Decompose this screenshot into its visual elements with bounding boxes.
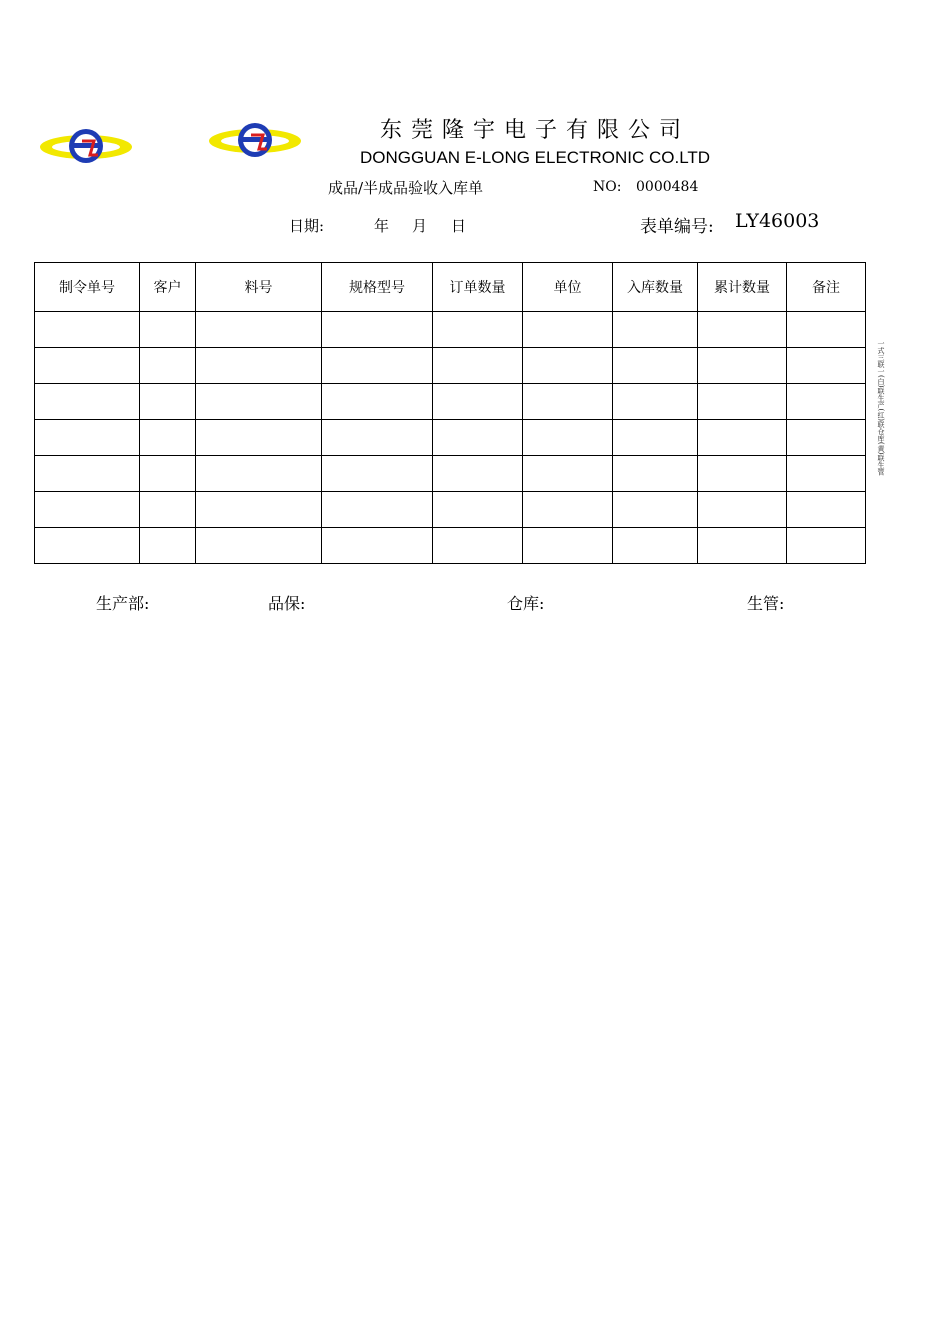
table-cell[interactable] [322, 492, 433, 528]
table-cell[interactable] [322, 312, 433, 348]
table-cell[interactable] [787, 528, 866, 564]
table-cell[interactable] [523, 312, 613, 348]
table-cell[interactable] [613, 312, 698, 348]
table-cell[interactable] [787, 420, 866, 456]
table-row [35, 456, 866, 492]
table-row [35, 528, 866, 564]
table-cell[interactable] [523, 348, 613, 384]
column-header: 客户 [140, 263, 196, 312]
table-cell[interactable] [523, 456, 613, 492]
table-cell[interactable] [322, 420, 433, 456]
form-number-label: 表单编号: [640, 217, 714, 237]
table-cell[interactable] [35, 456, 140, 492]
date-label: 日期: [289, 217, 325, 235]
table-cell[interactable] [140, 420, 196, 456]
table-cell[interactable] [322, 348, 433, 384]
date-day-field[interactable]: 日 [451, 217, 467, 235]
table-cell[interactable] [787, 384, 866, 420]
table-cell[interactable] [433, 420, 523, 456]
table-cell[interactable] [613, 528, 698, 564]
column-header: 累计数量 [698, 263, 787, 312]
table-cell[interactable] [698, 420, 787, 456]
table-cell[interactable] [787, 348, 866, 384]
company-logo-icon [38, 121, 134, 173]
table-cell[interactable] [140, 492, 196, 528]
table-cell[interactable] [196, 384, 322, 420]
table-cell[interactable] [433, 492, 523, 528]
table-row [35, 348, 866, 384]
table-cell[interactable] [322, 456, 433, 492]
table-row [35, 420, 866, 456]
column-header: 规格型号 [322, 263, 433, 312]
production-signature-label: 生产部: [96, 594, 150, 613]
table-cell[interactable] [140, 348, 196, 384]
company-logo-icon [207, 115, 303, 167]
table-cell[interactable] [196, 528, 322, 564]
table-cell[interactable] [196, 492, 322, 528]
table-cell[interactable] [698, 384, 787, 420]
table-cell[interactable] [433, 348, 523, 384]
table-cell[interactable] [140, 528, 196, 564]
table-cell[interactable] [698, 312, 787, 348]
serial-number-label: NO: [593, 179, 622, 195]
table-row [35, 384, 866, 420]
table-cell[interactable] [613, 420, 698, 456]
table-cell[interactable] [787, 456, 866, 492]
table-cell[interactable] [433, 456, 523, 492]
table-cell[interactable] [35, 528, 140, 564]
table-cell[interactable] [523, 492, 613, 528]
table-cell[interactable] [35, 348, 140, 384]
table-cell[interactable] [35, 384, 140, 420]
company-name-chinese: 东莞隆宇电子有限公司 [379, 118, 690, 143]
column-header: 备注 [787, 263, 866, 312]
copy-distribution-note: 一式三联一(白)联生产(红)联仓库(黄)联生管 [877, 340, 885, 476]
table-cell[interactable] [322, 384, 433, 420]
table-cell[interactable] [613, 456, 698, 492]
table-cell[interactable] [196, 456, 322, 492]
form-number-value: LY46003 [735, 210, 820, 232]
receipt-table [34, 262, 866, 564]
table-cell[interactable] [140, 312, 196, 348]
date-year-field[interactable]: 年 [374, 217, 390, 235]
serial-number-value: 0000484 [636, 179, 699, 195]
table-cell[interactable] [433, 312, 523, 348]
table-row [35, 312, 866, 348]
table-cell[interactable] [698, 456, 787, 492]
table-cell[interactable] [196, 348, 322, 384]
date-month-field[interactable]: 月 [412, 217, 428, 235]
table-cell[interactable] [613, 384, 698, 420]
table-cell[interactable] [35, 492, 140, 528]
table-cell[interactable] [140, 456, 196, 492]
quality-signature-label: 品保: [268, 594, 306, 613]
column-header: 订单数量 [433, 263, 523, 312]
table-cell[interactable] [613, 492, 698, 528]
table-cell[interactable] [433, 528, 523, 564]
table-header-row [35, 263, 866, 312]
table-cell[interactable] [35, 312, 140, 348]
table-cell[interactable] [523, 420, 613, 456]
table-cell[interactable] [787, 312, 866, 348]
column-header: 料号 [196, 263, 322, 312]
table-cell[interactable] [698, 492, 787, 528]
table-cell[interactable] [698, 528, 787, 564]
table-cell[interactable] [35, 420, 140, 456]
column-header: 入库数量 [613, 263, 698, 312]
company-name-english: DONGGUAN E-LONG ELECTRONIC CO.LTD [359, 148, 711, 167]
table-cell[interactable] [523, 528, 613, 564]
table-cell[interactable] [196, 420, 322, 456]
table-row [35, 492, 866, 528]
table-cell[interactable] [787, 492, 866, 528]
column-header: 制令单号 [35, 263, 140, 312]
table-cell[interactable] [140, 384, 196, 420]
table-cell[interactable] [196, 312, 322, 348]
table-cell[interactable] [433, 384, 523, 420]
production-control-signature-label: 生管: [747, 594, 785, 613]
column-header: 单位 [523, 263, 613, 312]
table-cell[interactable] [613, 348, 698, 384]
warehouse-signature-label: 仓库: [507, 594, 545, 613]
form-title: 成品/半成品验收入库单 [328, 179, 484, 197]
table-cell[interactable] [698, 348, 787, 384]
table-cell[interactable] [322, 528, 433, 564]
table-cell[interactable] [523, 384, 613, 420]
